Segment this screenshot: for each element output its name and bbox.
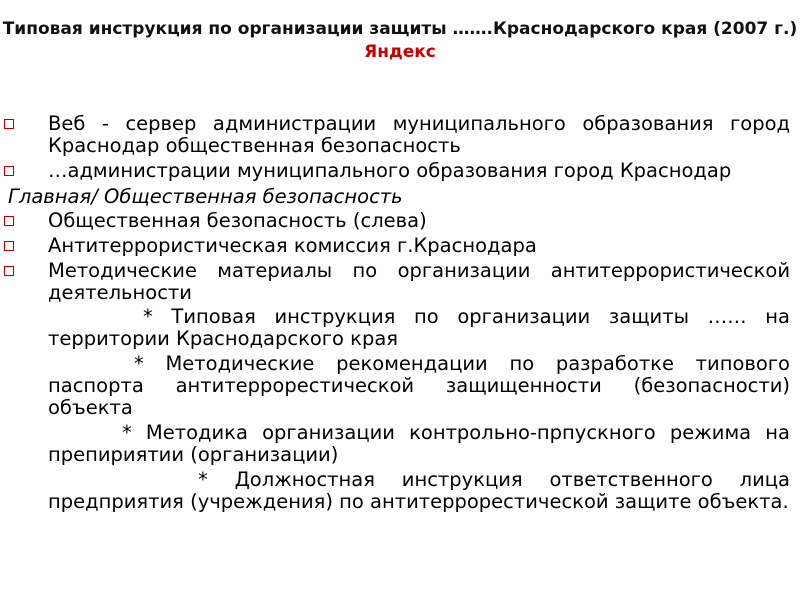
bullet-antiterror-commission-text: Антитеррористическая комиссия г.Краснодара [48,234,537,257]
subitem-access-control-text: * Методика организации контрольно-прпускного режима на препириятии (организации) [48,421,790,466]
bullet-public-safety-text: Общественная безопасность (слева) [48,209,427,232]
bullet-administration-text: …администрации муниципального образования город Краснодар [48,159,732,182]
slide-title-main: Типовая инструкция по организации защиты …….Краснодарского края (2007 г.) [2,19,798,39]
subitem-job-instruction-text: * Должностная инструкция ответственного лица предприятия (учреждения) по антитеррорестической защите объекта. [48,468,790,513]
slide-title [0,18,800,64]
subitem-typical-instruction-text: * Типовая инструкция по организации защиты …… на территории Краснодарского края [48,305,790,350]
subitem-passport-recommendations [0,353,800,419]
subitem-passport-recommendations-text: * Методические рекомендации по разработке типового паспорта антитеррорестической защищенности (безопасности) объекта [48,352,790,419]
slide-body [0,113,800,513]
subitem-job-instruction [0,469,800,513]
bullet-methodical-materials-text: Методические материалы по организации антитеррористической деятельности [48,259,790,304]
bullet-methodical-materials [0,260,800,304]
bullet-web-server-text: Веб - сервер администрации муниципального образования город Краснодар общественная безопасность [48,112,790,157]
subitem-typical-instruction [0,306,800,350]
bullet-web-server [0,113,800,157]
subitem-access-control [0,422,800,466]
bullet-antiterror-commission [0,235,800,257]
bullet-public-safety [0,210,800,232]
bullet-administration [0,160,800,182]
slide-title-source: Яндекс [364,42,436,62]
breadcrumb-path: Главная/ Общественная безопасность [8,185,403,208]
